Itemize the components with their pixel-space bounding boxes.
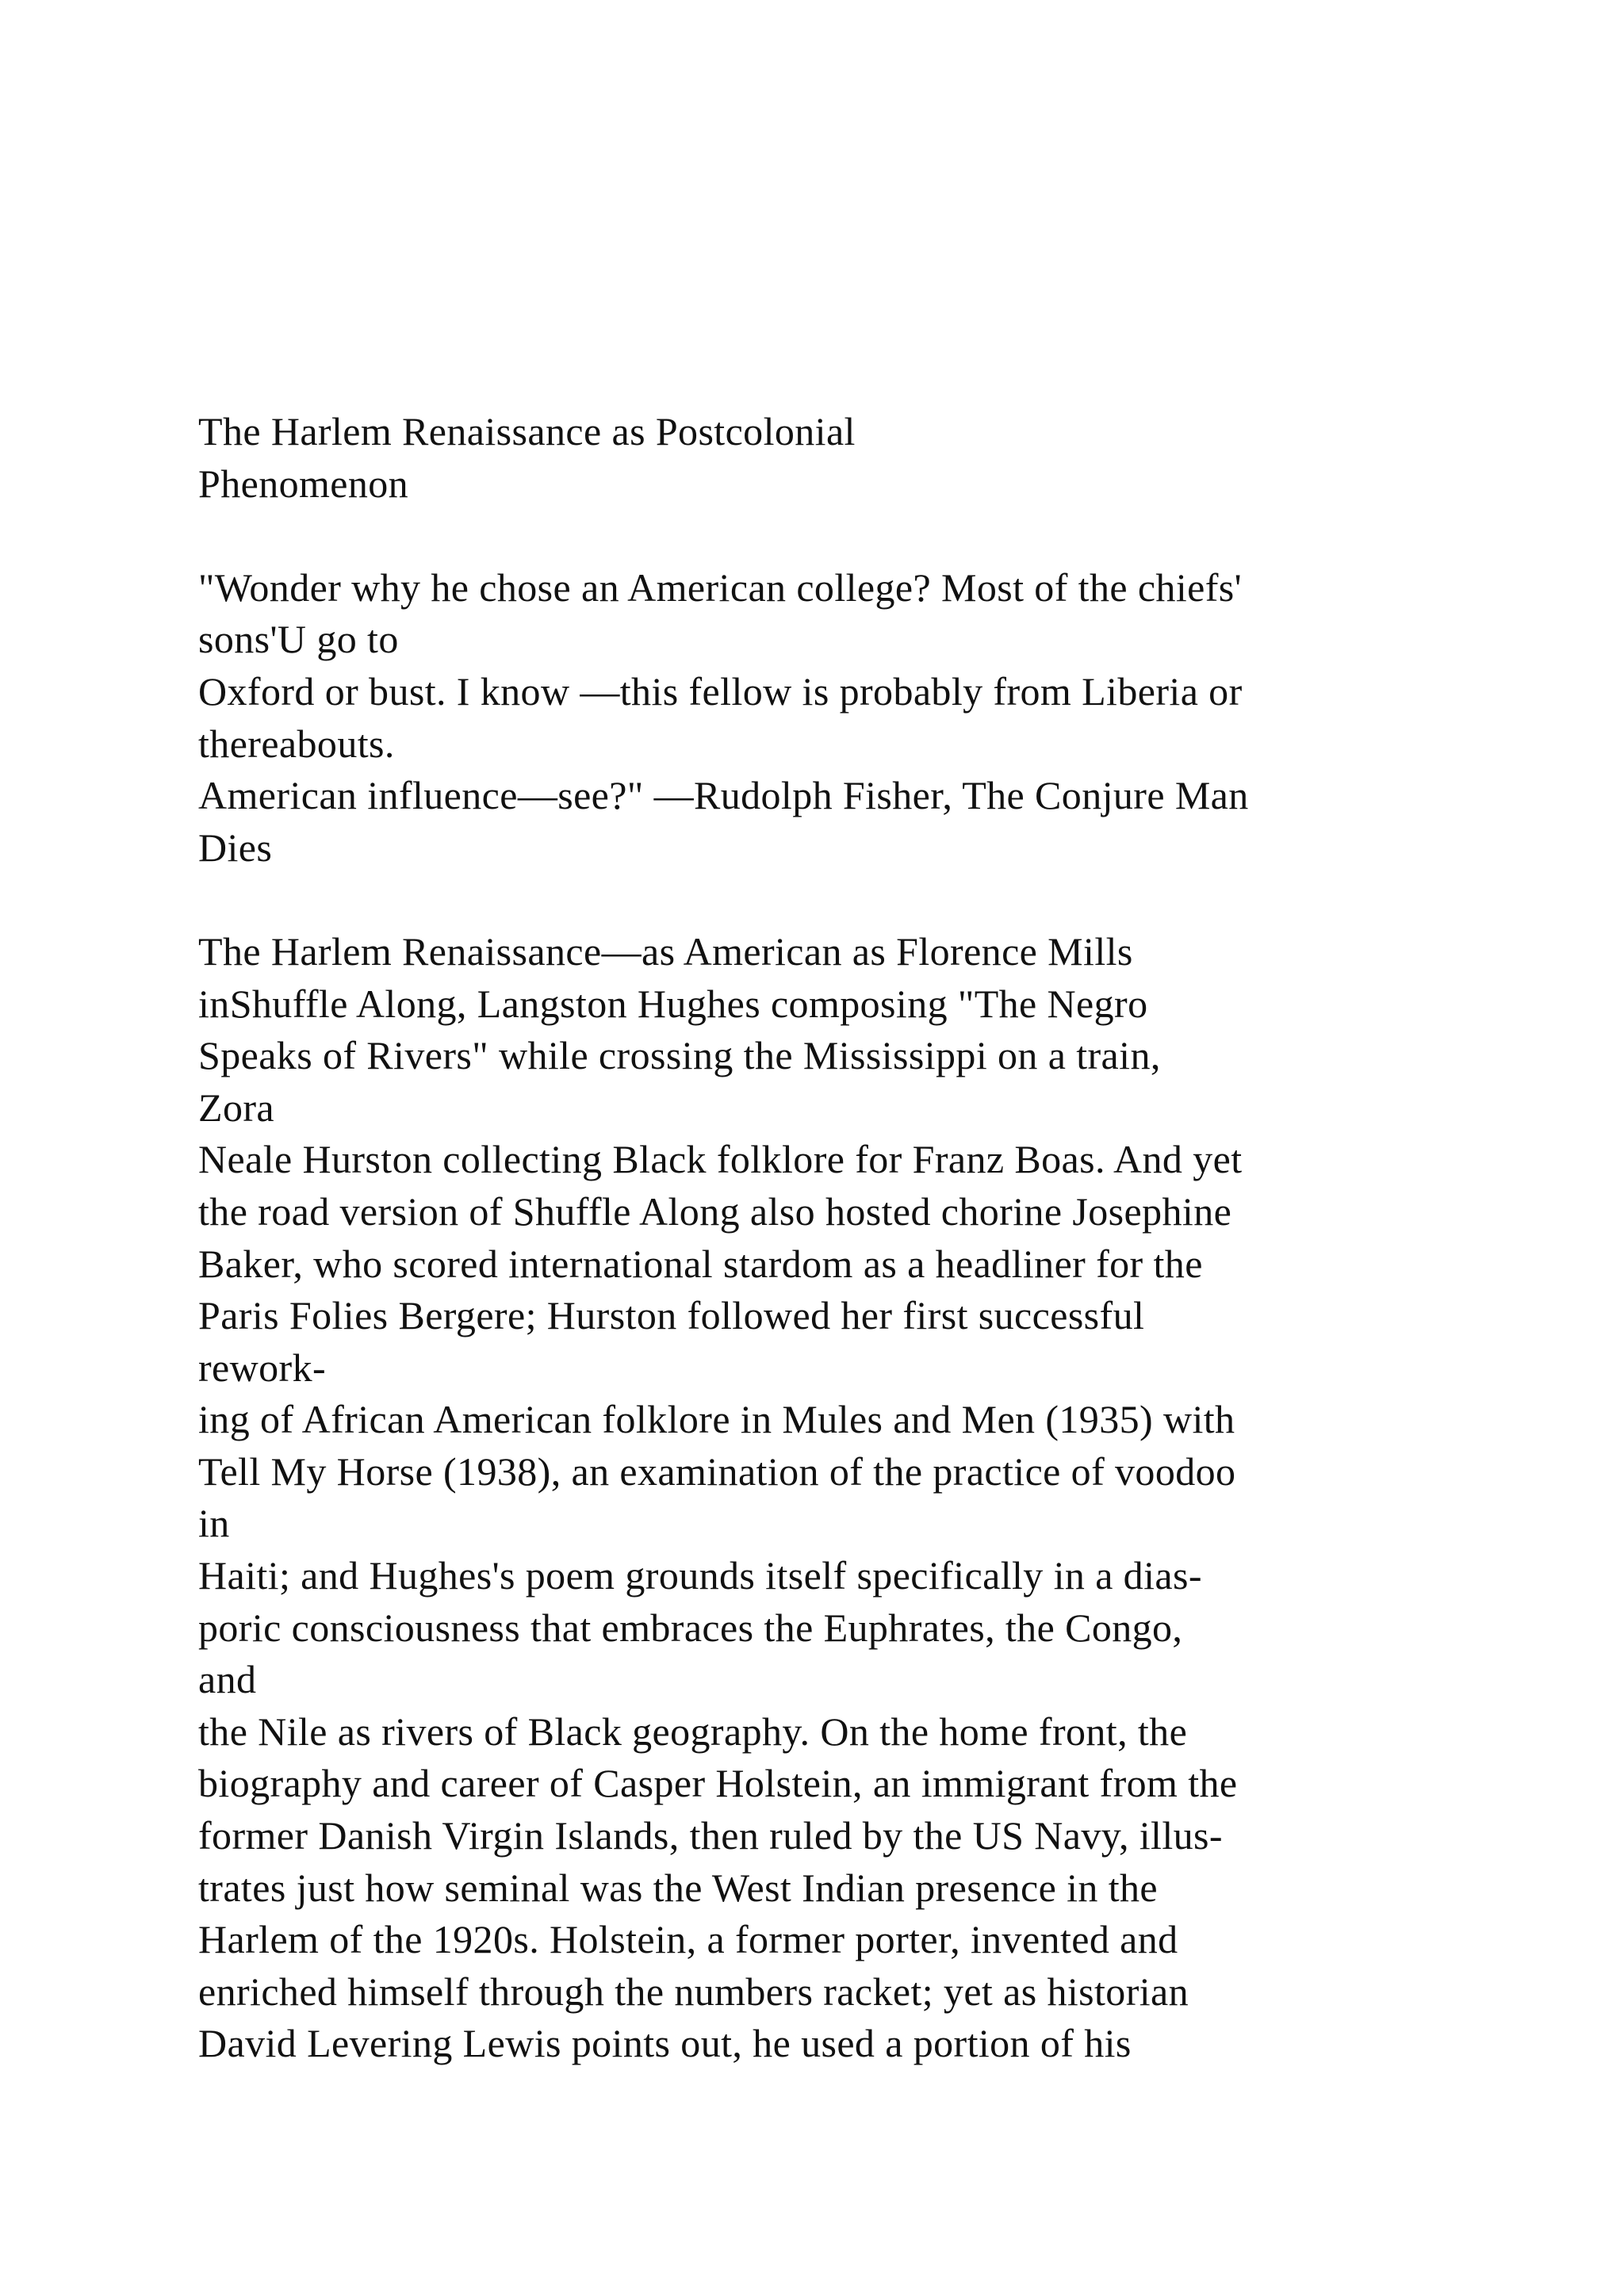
body-line: rework-	[198, 1345, 327, 1390]
body-line: biography and career of Casper Holstein, an immigrant from the	[198, 1761, 1238, 1806]
title-line: Phenomenon	[198, 461, 409, 506]
body-line: enriched himself through the numbers racket; yet as historian	[198, 1969, 1189, 2014]
epigraph-line: sons'U go to	[198, 617, 399, 662]
epigraph-line: American influence—see?" —Rudolph Fisher, The Conjure Man	[198, 773, 1249, 818]
body-line: and	[198, 1657, 257, 1702]
body-line: in	[198, 1501, 230, 1546]
document-title	[198, 406, 1507, 510]
body-paragraph	[198, 926, 1507, 2070]
body-line: Paris Folies Bergere; Hurston followed her first successful	[198, 1293, 1145, 1338]
body-line: Tell My Horse (1938), an examination of the practice of voodoo	[198, 1448, 1236, 1494]
body-line: Neale Hurston collecting Black folklore for Franz Boas. And yet	[198, 1137, 1243, 1182]
body-line: The Harlem Renaissance—as American as Florence Mills	[198, 928, 1133, 974]
body-line: Harlem of the 1920s. Holstein, a former porter, invented and	[198, 1917, 1178, 1962]
body-line: Zora	[198, 1085, 274, 1130]
epigraph-line: Oxford or bust. I know —this fellow is probably from Liberia or	[198, 668, 1243, 714]
body-line: trates just how seminal was the West Indian presence in the	[198, 1865, 1159, 1910]
body-line: David Levering Lewis points out, he used a portion of his	[198, 2021, 1132, 2066]
body-line: former Danish Virgin Islands, then ruled by the US Navy, illus-	[198, 1813, 1223, 1858]
title-line: The Harlem Renaissance as Postcolonial	[198, 409, 856, 453]
body-line: the road version of Shuffle Along also hosted chorine Josephine	[198, 1188, 1232, 1234]
body-line: Speaks of Rivers" while crossing the Mississippi on a train,	[198, 1033, 1161, 1078]
body-line: ing of African American folklore in Mules and Men (1935) with	[198, 1397, 1235, 1442]
epigraph-line: thereabouts.	[198, 721, 395, 766]
body-line: Haiti; and Hughes's poem grounds itself specifically in a dias-	[198, 1553, 1202, 1598]
body-line: inShuffle Along, Langston Hughes composing "The Negro	[198, 981, 1148, 1026]
epigraph-line: "Wonder why he chose an American college? Most of the chiefs'	[198, 564, 1243, 610]
document-text	[198, 406, 1507, 2070]
body-line: the Nile as rivers of Black geography. On the home front, the	[198, 1709, 1188, 1754]
body-line: Baker, who scored international stardom as a headliner for the	[198, 1241, 1203, 1286]
paragraph-gap	[198, 874, 1507, 926]
body-line: poric consciousness that embraces the Euphrates, the Congo,	[198, 1605, 1183, 1650]
epigraph	[198, 562, 1507, 874]
paragraph-gap	[198, 510, 1507, 562]
epigraph-line: Dies	[198, 825, 273, 870]
